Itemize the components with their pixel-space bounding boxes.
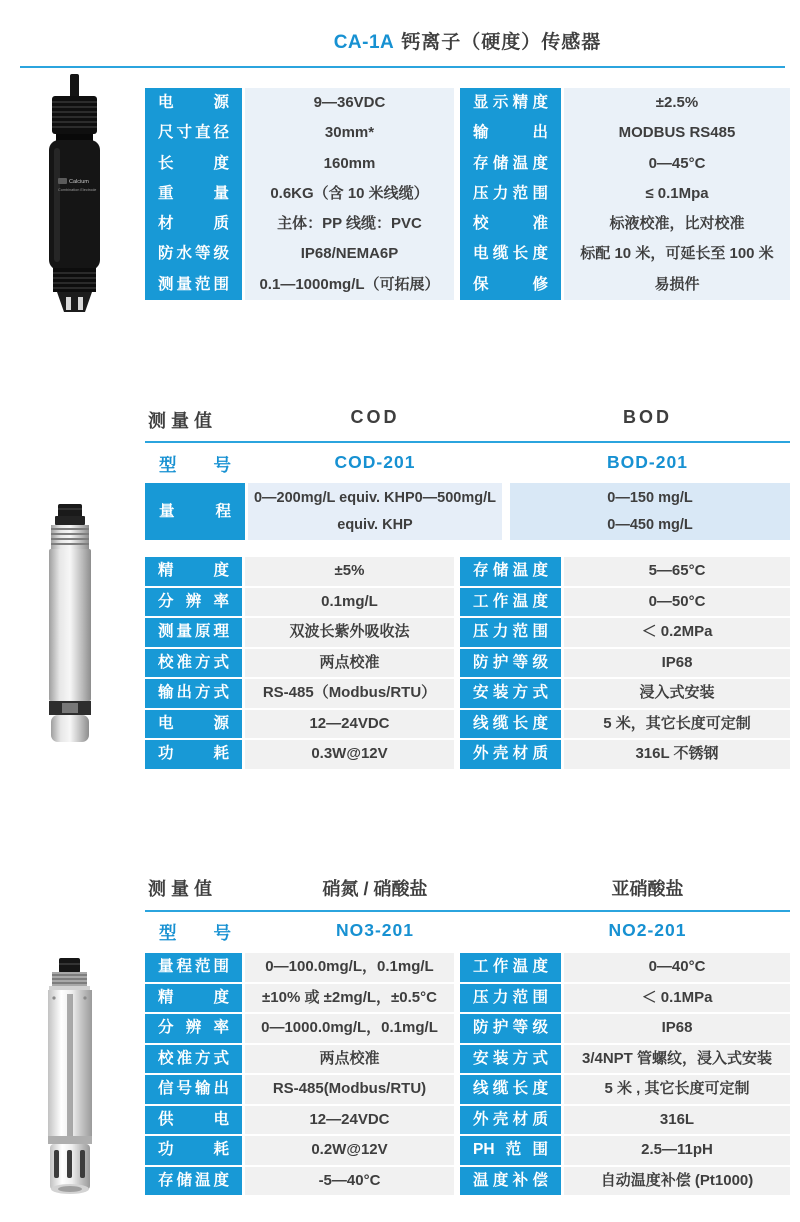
spec-value: 浸入式安装: [564, 679, 790, 708]
range-cod-cell: [248, 483, 502, 540]
model-label: 型号: [159, 455, 231, 475]
spec-value: 0.1—1000mg/L（可拓展）: [259, 275, 440, 293]
spec-value: 自动温度补偿 (Pt1000): [564, 1167, 790, 1196]
table-row: [145, 1136, 790, 1165]
spec-value: 2.5—11pH: [564, 1136, 790, 1165]
cod-bod-spec-table: [145, 557, 790, 771]
spec-value: IP68/NEMA6P: [300, 245, 399, 263]
table-row: [145, 1167, 790, 1196]
section2-header-row: [145, 407, 790, 433]
spec-label: 功耗: [145, 1136, 242, 1165]
table-row: [145, 618, 790, 647]
table-row: [145, 557, 790, 586]
table-row: [145, 953, 790, 982]
spec-value: 0.6KG（含 10 米线缆）: [270, 184, 429, 202]
range-label: 量程: [145, 483, 245, 540]
spec-value: 两点校准: [245, 649, 454, 678]
spec-label: 测量原理: [145, 618, 242, 647]
spec-value: 标液校准，比对校准: [609, 215, 745, 233]
table-row: [145, 1014, 790, 1043]
measure-header: 测 量 值: [148, 879, 213, 899]
spec-value: 标配 10 米，可延长至 100 米: [580, 245, 774, 263]
title-text: 钙离子（硬度）传感器: [401, 32, 602, 53]
spec-value: 0—40°C: [564, 953, 790, 982]
title-divider: [20, 66, 785, 68]
range-bod-cell: [510, 483, 790, 540]
spec-value: ＜ 0.1MPa: [564, 984, 790, 1013]
spec-value: ≤ 0.1Mpa: [645, 184, 709, 202]
no3-no2-spec-table: [145, 953, 790, 1197]
spec-label: 压力范围: [460, 984, 561, 1013]
spec-value: RS-485（Modbus/RTU）: [245, 679, 454, 708]
spec-label: 长度: [145, 149, 242, 179]
spec-label: 温度补偿: [460, 1167, 561, 1196]
measure-header: 测 量 值: [148, 411, 213, 431]
ca1a-spec-table: [145, 88, 790, 300]
spec-value: 316L 不锈钢: [564, 740, 790, 769]
spec-label: 校准: [460, 209, 561, 239]
spec-label: 线缆长度: [460, 710, 561, 739]
spec-label: 信号输出: [145, 1075, 242, 1104]
nitrate-sensor-photo: [25, 958, 115, 1198]
spec-label: 存储温度: [460, 149, 561, 179]
spec-label: 电源: [145, 710, 242, 739]
spec-value: ＜ 0.2MPa: [564, 618, 790, 647]
spec-value: 5—65°C: [564, 557, 790, 586]
section2-divider: [145, 441, 790, 443]
table-row: [145, 1075, 790, 1104]
spec-label: 输出方式: [145, 679, 242, 708]
spec-value: 0.3W@12V: [245, 740, 454, 769]
spec-label: 安装方式: [460, 1045, 561, 1074]
spec-value: 易损件: [654, 275, 700, 293]
spec-label: 精度: [145, 984, 242, 1013]
spec-value: -5—40°C: [245, 1167, 454, 1196]
spec-value: ±5%: [245, 557, 454, 586]
spec-label-column-left: [145, 88, 242, 300]
spec-label: 存储温度: [460, 557, 561, 586]
sensor-label-line1: Calcium: [69, 179, 89, 185]
spec-value: 双波长紫外吸收法: [245, 618, 454, 647]
spec-value: 0—100.0mg/L，0.1mg/L: [245, 953, 454, 982]
model-bod: BOD-201: [607, 452, 688, 472]
spec-label: 压力范围: [460, 179, 561, 209]
spec-label: 安装方式: [460, 679, 561, 708]
spec-label: 量程范围: [145, 953, 242, 982]
spec-value: 12—24VDC: [245, 1106, 454, 1135]
model-code: CA-1A: [333, 32, 395, 53]
section3-divider: [145, 910, 790, 912]
range-row: [145, 483, 790, 540]
section2-model-row: [145, 452, 790, 477]
sensor-label-line2: Combination Electrode: [58, 188, 97, 192]
spec-value: MODBUS RS485: [618, 124, 736, 142]
model-cod: COD-201: [334, 452, 416, 472]
spec-value: IP68: [564, 1014, 790, 1043]
spec-value: 9—36VDC: [313, 94, 386, 111]
column-header-cod: COD: [350, 407, 400, 427]
spec-value: 0—1000.0mg/L，0.1mg/L: [245, 1014, 454, 1043]
spec-value: ±2.5%: [655, 94, 699, 111]
table-row: [145, 984, 790, 1013]
spec-label: 外壳材质: [460, 740, 561, 769]
spec-value: 0—50°C: [564, 588, 790, 617]
model-no3: NO3-201: [335, 920, 414, 940]
table-row: [145, 649, 790, 678]
section3-header-row: [145, 875, 790, 901]
spec-label: 线缆长度: [460, 1075, 561, 1104]
spec-value: 160mm: [323, 154, 376, 172]
table-row: [145, 740, 790, 769]
spec-value: ±10% 或 ±2mg/L，±0.5°C: [245, 984, 454, 1013]
spec-label: 显示精度: [460, 88, 561, 118]
spec-label: 电源: [145, 88, 242, 118]
spec-value: 5 米，其它长度可定制: [564, 710, 790, 739]
spec-label: 供电: [145, 1106, 242, 1135]
spec-label: 存储温度: [145, 1167, 242, 1196]
table-row: [145, 1045, 790, 1074]
spec-value: RS-485(Modbus/RTU): [245, 1075, 454, 1104]
spec-value: IP68: [564, 649, 790, 678]
spec-value-column-right: [564, 88, 790, 300]
spec-label: PH范围: [460, 1136, 561, 1165]
table-row: [145, 679, 790, 708]
model-no2: NO2-201: [608, 920, 687, 940]
spec-label: 电缆长度: [460, 239, 561, 269]
table-row: [145, 588, 790, 617]
column-header-bod: BOD: [623, 407, 672, 427]
spec-label-column-right: [460, 88, 561, 300]
spec-value: 0.2W@12V: [245, 1136, 454, 1165]
spec-value: 316L: [564, 1106, 790, 1135]
spec-label: 测量范围: [145, 270, 242, 300]
spec-value: 3/4NPT 管螺纹，浸入式安装: [564, 1045, 790, 1074]
spec-label: 保修: [460, 270, 561, 300]
spec-label: 重量: [145, 179, 242, 209]
model-label: 型号: [159, 923, 231, 943]
range-cod-line1: 0—200mg/L equiv. KHP0—500mg/L: [253, 490, 497, 506]
spec-label: 分辨率: [145, 1014, 242, 1043]
calcium-sensor-photo: [28, 74, 123, 312]
spec-value: 0—45°C: [648, 154, 706, 172]
spec-value: 30mm*: [324, 124, 375, 142]
spec-label: 精度: [145, 557, 242, 586]
spec-label: 材质: [145, 209, 242, 239]
spec-label: 工作温度: [460, 588, 561, 617]
spec-label: 压力范围: [460, 618, 561, 647]
column-header-nitrite: 亚硝酸盐: [611, 879, 684, 899]
spec-label: 功耗: [145, 740, 242, 769]
column-header-nitrate: 硝氮 / 硝酸盐: [322, 879, 428, 899]
spec-value: 两点校准: [245, 1045, 454, 1074]
spec-label: 分辨率: [145, 588, 242, 617]
range-cod-line2: equiv. KHP: [337, 516, 413, 533]
spec-value: 主体：PP 线缆：PVC: [277, 215, 422, 233]
cod-sensor-photo: [25, 500, 115, 745]
spec-label: 校准方式: [145, 1045, 242, 1074]
spec-value: 0.1mg/L: [245, 588, 454, 617]
spec-value: 5 米 , 其它长度可定制: [564, 1075, 790, 1104]
spec-label: 尺寸直径: [145, 118, 242, 148]
spec-label: 外壳材质: [460, 1106, 561, 1135]
range-bod-line1: 0—150 mg/L: [607, 490, 693, 506]
spec-value: 12—24VDC: [245, 710, 454, 739]
spec-label: 防水等级: [145, 239, 242, 269]
section3-model-row: [145, 920, 790, 945]
spec-label: 防护等级: [460, 1014, 561, 1043]
table-row: [145, 710, 790, 739]
table-row: [145, 1106, 790, 1135]
spec-label: 防护等级: [460, 649, 561, 678]
range-bod-line2: 0—450 mg/L: [607, 516, 693, 533]
spec-label: 校准方式: [145, 649, 242, 678]
spec-value-column-left: [245, 88, 454, 300]
spec-label: 工作温度: [460, 953, 561, 982]
spec-label: 输出: [460, 118, 561, 148]
page-title: [145, 27, 790, 54]
